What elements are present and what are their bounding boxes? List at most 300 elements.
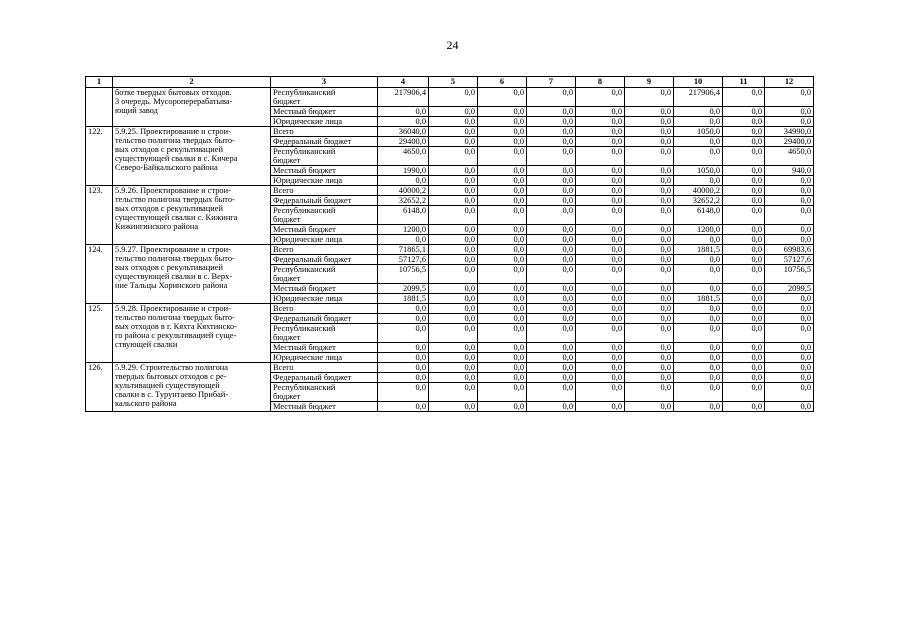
funding-source-line: Всего	[273, 245, 294, 254]
funding-source	[271, 324, 378, 343]
amount-cell: 29400,0	[765, 137, 814, 147]
funding-source-line: Республиканский	[273, 383, 336, 392]
amount-cell: 0,0	[576, 127, 625, 137]
amount-cell: 217906,4	[674, 88, 723, 107]
amount-cell: 0,0	[576, 176, 625, 186]
amount-cell: 0,0	[378, 304, 429, 314]
amount-cell: 0,0	[625, 284, 674, 294]
amount-cell: 0,0	[723, 245, 765, 255]
table-row	[86, 304, 814, 314]
description-line: ние Тальцы Хоринского района	[115, 281, 228, 290]
amount-cell: 0,0	[429, 88, 478, 107]
amount-cell: 0,0	[625, 314, 674, 324]
funding-source-line: Всего	[273, 127, 294, 136]
amount-cell: 0,0	[765, 324, 814, 343]
amount-cell: 0,0	[576, 186, 625, 196]
amount-cell: 40000,2	[674, 186, 723, 196]
description-line: тельство полигона твердых быто-	[115, 313, 235, 322]
amount-cell: 0,0	[478, 147, 527, 166]
header-cell: 6	[478, 77, 527, 88]
row-index: 125.	[86, 304, 113, 363]
amount-cell: 0,0	[576, 117, 625, 127]
header-cell: 3	[271, 77, 378, 88]
amount-cell: 0,0	[765, 343, 814, 353]
amount-cell: 0,0	[723, 166, 765, 176]
measure-description	[113, 88, 271, 127]
amount-cell: 0,0	[723, 353, 765, 363]
funding-source	[271, 373, 378, 383]
funding-source	[271, 343, 378, 353]
amount-cell: 0,0	[478, 166, 527, 176]
funding-source	[271, 304, 378, 314]
table-row	[86, 363, 814, 373]
amount-cell: 0,0	[429, 363, 478, 373]
amount-cell: 0,0	[765, 363, 814, 373]
amount-cell: 0,0	[429, 304, 478, 314]
amount-cell: 0,0	[674, 373, 723, 383]
amount-cell: 0,0	[429, 117, 478, 127]
header-cell: 12	[765, 77, 814, 88]
amount-cell: 0,0	[378, 314, 429, 324]
amount-cell: 0,0	[625, 324, 674, 343]
funding-source-line: бюджет	[273, 156, 301, 165]
amount-cell: 0,0	[576, 363, 625, 373]
amount-cell: 0,0	[478, 88, 527, 107]
description-line: го района с рекультивацией суще-	[115, 331, 237, 340]
description-line: Кижингинского района	[115, 222, 199, 231]
funding-source-line: Юридические лица	[273, 176, 343, 185]
amount-cell: 0,0	[527, 294, 576, 304]
amount-cell: 0,0	[378, 402, 429, 412]
funding-source-line: Юридические лица	[273, 353, 343, 362]
amount-cell: 0,0	[378, 107, 429, 117]
description-line: ющий завод	[115, 106, 158, 115]
measure-description	[113, 363, 271, 412]
amount-cell: 0,0	[576, 373, 625, 383]
amount-cell: 0,0	[429, 255, 478, 265]
amount-cell: 0,0	[765, 402, 814, 412]
amount-cell: 71865,1	[378, 245, 429, 255]
funding-source	[271, 206, 378, 225]
amount-cell: 0,0	[765, 88, 814, 107]
description-line: тельство полигона твердых быто-	[115, 254, 235, 263]
amount-cell: 0,0	[674, 304, 723, 314]
funding-source	[271, 117, 378, 127]
amount-cell: 0,0	[527, 225, 576, 235]
funding-source-line: Местный бюджет	[273, 166, 336, 175]
amount-cell: 0,0	[576, 235, 625, 245]
amount-cell: 0,0	[625, 235, 674, 245]
amount-cell: 0,0	[576, 166, 625, 176]
amount-cell: 2099,5	[378, 284, 429, 294]
page-number: 24	[446, 38, 459, 52]
amount-cell: 0,0	[723, 284, 765, 294]
amount-cell: 0,0	[429, 284, 478, 294]
funding-source	[271, 176, 378, 186]
description-line: свалки в с. Турунтаево Прибай-	[115, 390, 229, 399]
amount-cell: 0,0	[429, 343, 478, 353]
amount-cell: 0,0	[378, 117, 429, 127]
amount-cell: 0,0	[625, 343, 674, 353]
amount-cell: 0,0	[478, 343, 527, 353]
amount-cell: 57127,6	[765, 255, 814, 265]
amount-cell: 0,0	[478, 363, 527, 373]
description-line: 5.9.26. Проектирование и строи-	[115, 186, 231, 195]
funding-source	[271, 383, 378, 402]
amount-cell: 0,0	[378, 363, 429, 373]
amount-cell: 0,0	[765, 314, 814, 324]
amount-cell: 0,0	[723, 147, 765, 166]
amount-cell: 0,0	[429, 196, 478, 206]
funding-source-line: Федеральный бюджет	[273, 196, 352, 205]
amount-cell: 0,0	[527, 284, 576, 294]
amount-cell: 0,0	[429, 373, 478, 383]
amount-cell: 0,0	[527, 373, 576, 383]
amount-cell: 0,0	[674, 147, 723, 166]
amount-cell: 0,0	[625, 196, 674, 206]
amount-cell: 0,0	[527, 127, 576, 137]
row-index: 126.	[86, 363, 113, 412]
funding-source-line: Местный бюджет	[273, 402, 336, 411]
amount-cell: 0,0	[429, 294, 478, 304]
amount-cell: 0,0	[478, 383, 527, 402]
description-line: 3 очередь. Мусороперерабатыва-	[115, 97, 233, 106]
amount-cell: 0,0	[576, 353, 625, 363]
amount-cell: 0,0	[723, 373, 765, 383]
amount-cell: 0,0	[723, 206, 765, 225]
amount-cell: 940,0	[765, 166, 814, 176]
description-line: тельство полигона твердых быто-	[115, 195, 235, 204]
amount-cell: 0,0	[576, 255, 625, 265]
funding-source	[271, 402, 378, 412]
amount-cell: 0,0	[576, 324, 625, 343]
amount-cell: 0,0	[429, 127, 478, 137]
amount-cell: 0,0	[429, 402, 478, 412]
description-line: существующей свалки в с. Кичера	[115, 154, 238, 163]
description-line: ствующей свалки	[115, 340, 178, 349]
measure-description	[113, 245, 271, 304]
amount-cell: 0,0	[625, 265, 674, 284]
amount-cell: 0,0	[723, 127, 765, 137]
funding-source-line: Республиканский	[273, 324, 336, 333]
amount-cell: 0,0	[478, 206, 527, 225]
description-line: 5.9.28. Проектирование и строи-	[115, 304, 231, 313]
amount-cell: 0,0	[625, 373, 674, 383]
amount-cell: 1050,0	[674, 127, 723, 137]
amount-cell: 4650,0	[765, 147, 814, 166]
amount-cell: 0,0	[765, 225, 814, 235]
description-line: 5.9.29. Строительство полигона	[115, 363, 228, 372]
amount-cell: 4650,0	[378, 147, 429, 166]
funding-source	[271, 245, 378, 255]
amount-cell: 0,0	[429, 137, 478, 147]
amount-cell: 0,0	[576, 265, 625, 284]
amount-cell: 0,0	[478, 265, 527, 284]
amount-cell: 0,0	[765, 206, 814, 225]
amount-cell: 0,0	[478, 324, 527, 343]
amount-cell: 0,0	[674, 343, 723, 353]
program-table	[85, 76, 814, 412]
amount-cell: 0,0	[765, 304, 814, 314]
description-line: культивацией существующей	[115, 381, 220, 390]
description-line: вых отходов с рекультивацией	[115, 204, 223, 213]
amount-cell: 0,0	[625, 166, 674, 176]
amount-cell: 0,0	[674, 137, 723, 147]
amount-cell: 0,0	[723, 225, 765, 235]
amount-cell: 0,0	[527, 343, 576, 353]
amount-cell: 0,0	[429, 324, 478, 343]
row-index: 122.	[86, 127, 113, 186]
amount-cell: 0,0	[723, 107, 765, 117]
amount-cell: 0,0	[478, 402, 527, 412]
amount-cell: 0,0	[429, 166, 478, 176]
amount-cell: 0,0	[625, 225, 674, 235]
funding-source-line: Местный бюджет	[273, 284, 336, 293]
amount-cell: 0,0	[625, 176, 674, 186]
funding-source	[271, 235, 378, 245]
table-row	[86, 245, 814, 255]
funding-source-line: Республиканский	[273, 265, 336, 274]
amount-cell: 0,0	[723, 324, 765, 343]
amount-cell: 0,0	[625, 127, 674, 137]
funding-source-line: Местный бюджет	[273, 343, 336, 352]
row-index: 123.	[86, 186, 113, 245]
amount-cell: 0,0	[429, 147, 478, 166]
amount-cell: 0,0	[527, 235, 576, 245]
amount-cell: 0,0	[765, 235, 814, 245]
funding-source	[271, 225, 378, 235]
amount-cell: 0,0	[527, 166, 576, 176]
amount-cell: 0,0	[478, 245, 527, 255]
amount-cell: 217906,4	[378, 88, 429, 107]
funding-source	[271, 294, 378, 304]
funding-source-line: Республиканский	[273, 147, 336, 156]
funding-source-line: бюджет	[273, 97, 301, 106]
funding-source-line: Республиканский	[273, 206, 336, 215]
header-cell: 10	[674, 77, 723, 88]
amount-cell: 0,0	[765, 294, 814, 304]
amount-cell: 0,0	[576, 107, 625, 117]
amount-cell: 57127,6	[378, 255, 429, 265]
amount-cell: 0,0	[527, 245, 576, 255]
amount-cell: 0,0	[625, 294, 674, 304]
amount-cell: 0,0	[576, 314, 625, 324]
amount-cell: 0,0	[478, 107, 527, 117]
description-line: вых отходов с рекультивацией	[115, 145, 223, 154]
amount-cell: 0,0	[576, 294, 625, 304]
amount-cell: 1881,5	[674, 245, 723, 255]
amount-cell: 0,0	[478, 255, 527, 265]
amount-cell: 0,0	[576, 196, 625, 206]
amount-cell: 0,0	[378, 324, 429, 343]
amount-cell: 0,0	[478, 235, 527, 245]
amount-cell: 0,0	[527, 88, 576, 107]
funding-source-line: Федеральный бюджет	[273, 373, 352, 382]
funding-source	[271, 314, 378, 324]
amount-cell: 0,0	[478, 373, 527, 383]
funding-source	[271, 137, 378, 147]
header-cell: 5	[429, 77, 478, 88]
header-cell: 2	[113, 77, 271, 88]
amount-cell: 0,0	[723, 265, 765, 284]
amount-cell: 0,0	[674, 402, 723, 412]
amount-cell: 0,0	[765, 196, 814, 206]
amount-cell: 36040,0	[378, 127, 429, 137]
amount-cell: 1200,0	[674, 225, 723, 235]
header-cell: 4	[378, 77, 429, 88]
funding-source	[271, 127, 378, 137]
amount-cell: 0,0	[625, 402, 674, 412]
funding-source-line: Местный бюджет	[273, 225, 336, 234]
amount-cell: 0,0	[478, 353, 527, 363]
amount-cell: 0,0	[625, 353, 674, 363]
description-line: существующей свалки в с. Верх-	[115, 272, 232, 281]
row-index	[86, 88, 113, 127]
amount-cell: 0,0	[723, 343, 765, 353]
amount-cell: 0,0	[723, 314, 765, 324]
amount-cell: 0,0	[625, 255, 674, 265]
description-line: тельство полигона твердых быто-	[115, 136, 235, 145]
amount-cell: 1881,5	[674, 294, 723, 304]
funding-source	[271, 265, 378, 284]
amount-cell: 0,0	[723, 88, 765, 107]
amount-cell: 0,0	[765, 373, 814, 383]
description-line: вых отходов с рекультивацией	[115, 263, 223, 272]
amount-cell: 0,0	[723, 196, 765, 206]
amount-cell: 0,0	[576, 245, 625, 255]
funding-source	[271, 166, 378, 176]
amount-cell: 0,0	[429, 245, 478, 255]
amount-cell: 6148,0	[378, 206, 429, 225]
amount-cell: 0,0	[674, 284, 723, 294]
amount-cell: 0,0	[378, 373, 429, 383]
amount-cell: 0,0	[625, 107, 674, 117]
amount-cell: 0,0	[576, 284, 625, 294]
amount-cell: 0,0	[478, 127, 527, 137]
amount-cell: 0,0	[378, 353, 429, 363]
amount-cell: 0,0	[674, 265, 723, 284]
amount-cell: 0,0	[576, 137, 625, 147]
amount-cell: 0,0	[576, 147, 625, 166]
amount-cell: 0,0	[527, 147, 576, 166]
header-cell: 7	[527, 77, 576, 88]
amount-cell: 34990,0	[765, 127, 814, 137]
amount-cell: 0,0	[625, 117, 674, 127]
amount-cell: 1050,0	[674, 166, 723, 176]
amount-cell: 0,0	[674, 107, 723, 117]
measure-description	[113, 127, 271, 186]
description-line: 5.9.27. Проектирование и строи-	[115, 245, 231, 254]
amount-cell: 32652,2	[378, 196, 429, 206]
funding-source-line: Юридические лица	[273, 235, 343, 244]
amount-cell: 0,0	[429, 353, 478, 363]
amount-cell: 0,0	[429, 225, 478, 235]
funding-source-line: Всего	[273, 186, 294, 195]
funding-source	[271, 353, 378, 363]
amount-cell: 0,0	[674, 324, 723, 343]
amount-cell: 0,0	[429, 107, 478, 117]
table-row	[86, 88, 814, 107]
amount-cell: 0,0	[429, 186, 478, 196]
amount-cell: 0,0	[576, 402, 625, 412]
header-cell: 1	[86, 77, 113, 88]
amount-cell: 0,0	[527, 383, 576, 402]
amount-cell: 0,0	[478, 225, 527, 235]
header-row	[86, 77, 814, 88]
amount-cell: 0,0	[527, 107, 576, 117]
amount-cell: 0,0	[765, 107, 814, 117]
amount-cell: 0,0	[674, 235, 723, 245]
amount-cell: 0,0	[429, 265, 478, 284]
amount-cell: 40000,2	[378, 186, 429, 196]
description-line: 5.9.25. Проектирование и строи-	[115, 127, 231, 136]
funding-source	[271, 107, 378, 117]
amount-cell: 0,0	[723, 363, 765, 373]
funding-source-line: Всего	[273, 363, 294, 372]
amount-cell: 0,0	[625, 88, 674, 107]
amount-cell: 0,0	[723, 304, 765, 314]
amount-cell: 0,0	[765, 117, 814, 127]
funding-source-line: бюджет	[273, 333, 301, 342]
amount-cell: 1990,0	[378, 166, 429, 176]
funding-source	[271, 196, 378, 206]
amount-cell: 0,0	[378, 343, 429, 353]
amount-cell: 0,0	[576, 206, 625, 225]
amount-cell: 0,0	[674, 314, 723, 324]
amount-cell: 0,0	[527, 117, 576, 127]
funding-source	[271, 363, 378, 373]
amount-cell: 0,0	[478, 186, 527, 196]
amount-cell: 10756,5	[765, 265, 814, 284]
amount-cell: 0,0	[625, 137, 674, 147]
amount-cell: 0,0	[478, 294, 527, 304]
description-line: вых отходов в г. Кяхта Кяхтинско-	[115, 322, 238, 331]
amount-cell: 0,0	[478, 176, 527, 186]
amount-cell: 0,0	[478, 304, 527, 314]
amount-cell: 0,0	[674, 353, 723, 363]
funding-source-line: Юридические лица	[273, 117, 343, 126]
amount-cell: 69983,6	[765, 245, 814, 255]
amount-cell: 0,0	[723, 383, 765, 402]
description-line: кальского района	[115, 399, 177, 408]
header-cell: 8	[576, 77, 625, 88]
funding-source-line: Местный бюджет	[273, 107, 336, 116]
amount-cell: 0,0	[625, 206, 674, 225]
amount-cell: 0,0	[378, 235, 429, 245]
amount-cell: 6148,0	[674, 206, 723, 225]
row-index: 124.	[86, 245, 113, 304]
amount-cell: 0,0	[527, 186, 576, 196]
amount-cell: 0,0	[378, 176, 429, 186]
funding-source	[271, 88, 378, 107]
amount-cell: 0,0	[625, 186, 674, 196]
amount-cell: 0,0	[429, 383, 478, 402]
amount-cell: 0,0	[723, 294, 765, 304]
table-body	[86, 88, 814, 412]
funding-source-line: Федеральный бюджет	[273, 137, 352, 146]
funding-source	[271, 284, 378, 294]
amount-cell: 0,0	[527, 363, 576, 373]
amount-cell: 0,0	[625, 304, 674, 314]
amount-cell: 0,0	[625, 383, 674, 402]
amount-cell: 0,0	[429, 235, 478, 245]
table-row	[86, 127, 814, 137]
amount-cell: 0,0	[625, 363, 674, 373]
amount-cell: 0,0	[527, 255, 576, 265]
amount-cell: 0,0	[576, 383, 625, 402]
amount-cell: 0,0	[378, 383, 429, 402]
funding-source-line: Юридические лица	[273, 294, 343, 303]
